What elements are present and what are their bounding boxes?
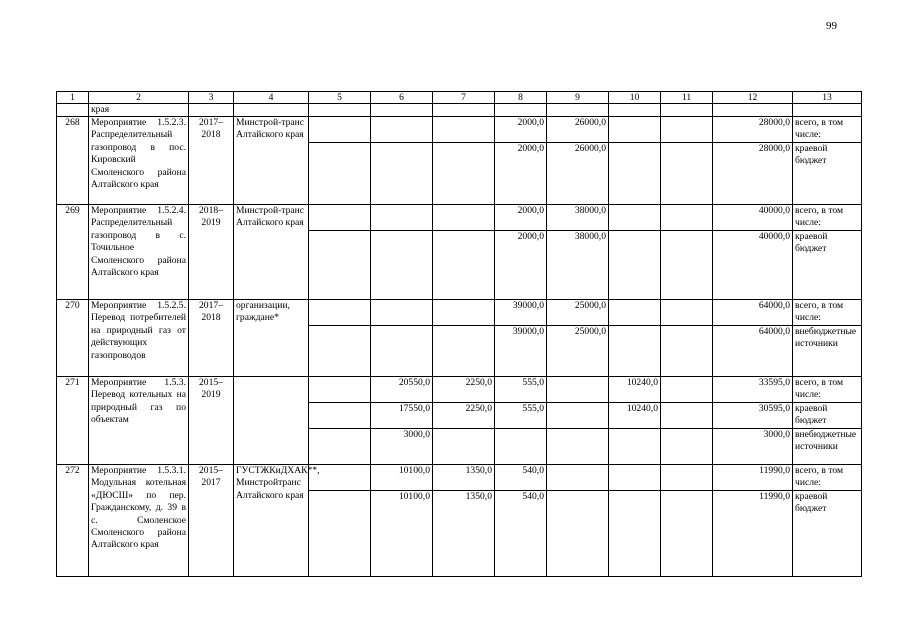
column-header: 8: [495, 92, 547, 104]
column-header: 12: [713, 92, 793, 104]
page-number: 99: [826, 20, 837, 32]
amount-12: 11990,0: [713, 465, 793, 491]
row-number: 269: [57, 205, 89, 300]
amount-9: 26000,0: [547, 117, 609, 143]
amount-11: [661, 403, 713, 429]
amount-6: [371, 231, 433, 300]
amount-7: [433, 300, 495, 326]
funding-source: краевой бюджет: [793, 143, 862, 205]
amount-7: [433, 231, 495, 300]
column-header: 2: [89, 92, 189, 104]
amount-9: [547, 429, 609, 465]
amount-9: 25000,0: [547, 326, 609, 377]
cell-empty: [547, 104, 609, 117]
amount-9: [547, 465, 609, 491]
row-number: 272: [57, 465, 89, 577]
amount-9: 38000,0: [547, 205, 609, 231]
funding-source: внебюджетные источники: [793, 429, 862, 465]
cell-empty: [57, 104, 89, 117]
amount-6: [371, 205, 433, 231]
amount-12: 64000,0: [713, 300, 793, 326]
amount-10: [609, 205, 661, 231]
amount-10: [609, 491, 661, 577]
amount-11: [661, 377, 713, 403]
amount-6: [371, 143, 433, 205]
executor: Минстрой-транс Алтайского края: [234, 117, 309, 205]
amount-5: [309, 117, 371, 143]
amount-11: [661, 231, 713, 300]
amount-9: 26000,0: [547, 143, 609, 205]
amount-12: 3000,0: [713, 429, 793, 465]
amount-11: [661, 491, 713, 577]
table-row: [57, 205, 862, 231]
amount-9: 25000,0: [547, 300, 609, 326]
period: 2017–2018: [189, 117, 234, 205]
row-number: 271: [57, 377, 89, 465]
budget-table: [56, 91, 862, 577]
amount-6: 17550,0: [371, 403, 433, 429]
cell-empty: [309, 104, 371, 117]
amount-7: [433, 429, 495, 465]
amount-12: 40000,0: [713, 205, 793, 231]
amount-11: [661, 205, 713, 231]
executor: Минстрой-транс Алтайского края: [234, 205, 309, 300]
amount-12: 33595,0: [713, 377, 793, 403]
amount-11: [661, 117, 713, 143]
cell-empty: [793, 104, 862, 117]
period: 2017–2018: [189, 300, 234, 377]
cell-empty: [495, 104, 547, 117]
amount-9: [547, 377, 609, 403]
column-header: 13: [793, 92, 862, 104]
cell-empty: [371, 104, 433, 117]
amount-5: [309, 143, 371, 205]
funding-source: всего, в том числе:: [793, 377, 862, 403]
amount-8: 2000,0: [495, 231, 547, 300]
amount-5: [309, 377, 371, 403]
executor: [234, 377, 309, 465]
amount-8: 39000,0: [495, 326, 547, 377]
amount-5: [309, 429, 371, 465]
amount-12: 11990,0: [713, 491, 793, 577]
column-header: 9: [547, 92, 609, 104]
amount-11: [661, 429, 713, 465]
amount-8: 540,0: [495, 491, 547, 577]
amount-11: [661, 143, 713, 205]
table-row: [57, 377, 862, 403]
period: 2015–2019: [189, 377, 234, 465]
amount-5: [309, 491, 371, 577]
amount-9: 38000,0: [547, 231, 609, 300]
amount-8: 39000,0: [495, 300, 547, 326]
table-row: [57, 117, 862, 143]
amount-7: [433, 326, 495, 377]
amount-10: [609, 231, 661, 300]
amount-7: [433, 143, 495, 205]
table-body: [57, 92, 862, 577]
amount-9: [547, 491, 609, 577]
period: 2018–2019: [189, 205, 234, 300]
amount-8: 555,0: [495, 403, 547, 429]
activity-name: Мероприятие 1.5.2.3. Распределительный газопровод в пос. Кировский Смоленского района Алтайского края: [89, 117, 189, 205]
amount-10: 10240,0: [609, 403, 661, 429]
amount-6: 10100,0: [371, 491, 433, 577]
amount-5: [309, 205, 371, 231]
column-header: 10: [609, 92, 661, 104]
amount-6: 10100,0: [371, 465, 433, 491]
amount-7: [433, 205, 495, 231]
executor: ГУСТЖКиДХАК**, Минстройтранс Алтайского края: [234, 465, 309, 577]
column-header: 7: [433, 92, 495, 104]
funding-source: всего, в том числе:: [793, 300, 862, 326]
amount-5: [309, 403, 371, 429]
amount-7: 1350,0: [433, 491, 495, 577]
funding-source: краевой бюджет: [793, 403, 862, 429]
funding-source: всего, в том числе:: [793, 465, 862, 491]
amount-10: [609, 117, 661, 143]
amount-6: [371, 300, 433, 326]
cell-empty: [713, 104, 793, 117]
amount-6: [371, 117, 433, 143]
continuation-text: края: [89, 104, 189, 117]
amount-12: 64000,0: [713, 326, 793, 377]
table-row: [57, 465, 862, 491]
period: 2015–2017: [189, 465, 234, 577]
column-header: 4: [234, 92, 309, 104]
column-header: 6: [371, 92, 433, 104]
cell-empty: [433, 104, 495, 117]
amount-9: [547, 403, 609, 429]
amount-10: [609, 429, 661, 465]
amount-8: [495, 429, 547, 465]
amount-8: 555,0: [495, 377, 547, 403]
amount-11: [661, 326, 713, 377]
continuation-row: [57, 104, 862, 117]
amount-5: [309, 300, 371, 326]
amount-8: 540,0: [495, 465, 547, 491]
activity-name: Мероприятие 1.5.3. Перевод котельных на природный газ по объектам: [89, 377, 189, 465]
activity-name: Мероприятие 1.5.2.5. Перевод потребителей на природный газ от действующих газопроводов: [89, 300, 189, 377]
cell-empty: [609, 104, 661, 117]
amount-11: [661, 300, 713, 326]
amount-7: [433, 117, 495, 143]
activity-name: Мероприятие 1.5.3.1. Модульная котельная «ДЮСШ» по пер. Гражданскому, д. 39 в с. Смоленское Смоленского района Алтайского края: [89, 465, 189, 577]
row-number: 268: [57, 117, 89, 205]
funding-source: внебюджетные источники: [793, 326, 862, 377]
column-header: 1: [57, 92, 89, 104]
amount-10: [609, 326, 661, 377]
amount-6: 20550,0: [371, 377, 433, 403]
row-number: 270: [57, 300, 89, 377]
funding-source: всего, в том числе:: [793, 205, 862, 231]
amount-10: [609, 143, 661, 205]
cell-empty: [661, 104, 713, 117]
amount-10: 10240,0: [609, 377, 661, 403]
amount-5: [309, 231, 371, 300]
executor: организации, граждане*: [234, 300, 309, 377]
amount-12: 28000,0: [713, 143, 793, 205]
amount-12: 40000,0: [713, 231, 793, 300]
amount-5: [309, 326, 371, 377]
header-row: [57, 92, 862, 104]
column-header: 5: [309, 92, 371, 104]
activity-name: Мероприятие 1.5.2.4. Распределительный газопровод в с. Точильное Смоленского района Алтайского края: [89, 205, 189, 300]
funding-source: краевой бюджет: [793, 231, 862, 300]
column-header: 11: [661, 92, 713, 104]
cell-empty: [189, 104, 234, 117]
amount-10: [609, 300, 661, 326]
amount-12: 30595,0: [713, 403, 793, 429]
amount-7: 2250,0: [433, 403, 495, 429]
amount-11: [661, 465, 713, 491]
amount-7: 2250,0: [433, 377, 495, 403]
amount-6: [371, 326, 433, 377]
funding-source: краевой бюджет: [793, 491, 862, 577]
amount-8: 2000,0: [495, 143, 547, 205]
cell-empty: [234, 104, 309, 117]
table-row: [57, 300, 862, 326]
amount-6: 3000,0: [371, 429, 433, 465]
funding-source: всего, в том числе:: [793, 117, 862, 143]
amount-8: 2000,0: [495, 117, 547, 143]
amount-10: [609, 465, 661, 491]
amount-8: 2000,0: [495, 205, 547, 231]
amount-7: 1350,0: [433, 465, 495, 491]
column-header: 3: [189, 92, 234, 104]
amount-12: 28000,0: [713, 117, 793, 143]
